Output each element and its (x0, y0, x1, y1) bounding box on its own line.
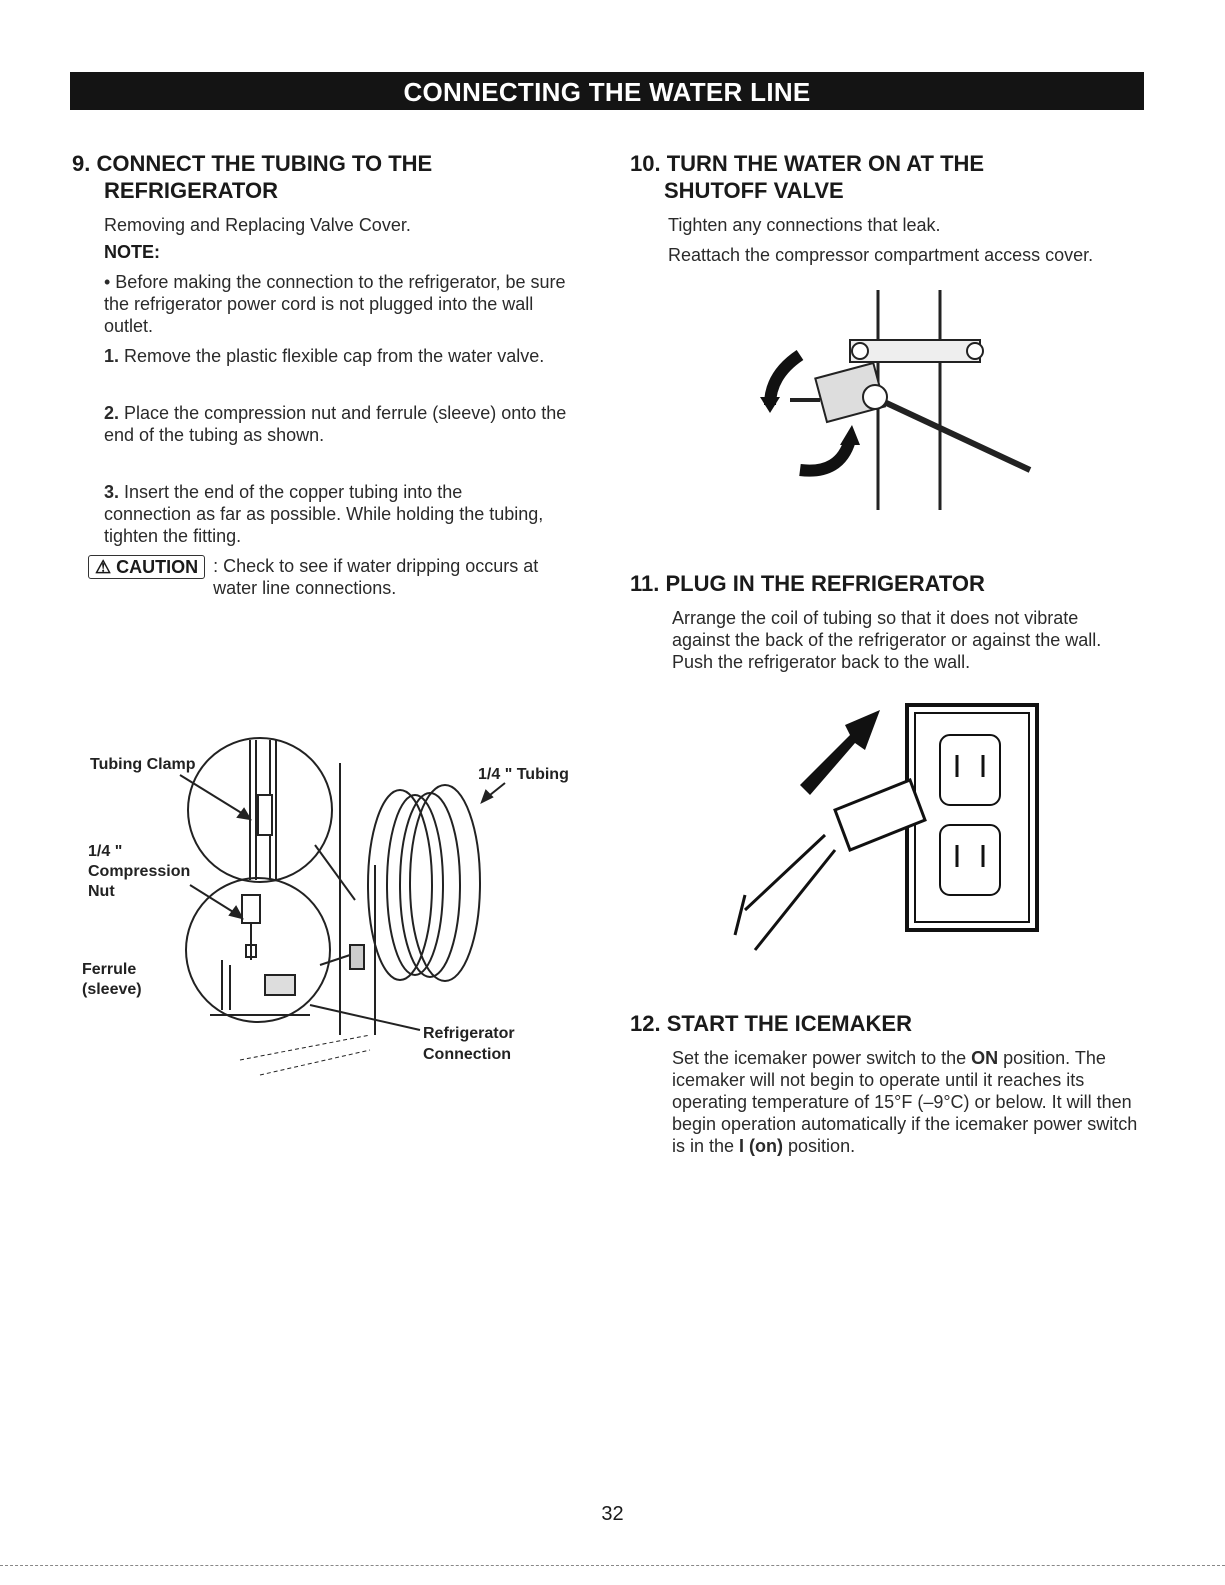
step-12-text: Set the icemaker power switch to the ON position. The icemaker will not begin to operate until it reaches its operating temperature of 15°F (–9°C) or below. It will then begin operation automatically if the icemaker power switch is in the I (on) position. (672, 1048, 1138, 1156)
shutoff-valve-illustration (760, 285, 1050, 520)
step-10-line1: Tighten any connections that leak. (668, 215, 941, 235)
step-10-title (630, 150, 1150, 177)
plug-outlet-illustration (725, 695, 1045, 960)
item-text: Place the compression nut and ferrule (sleeve) onto the end of the tubing as shown. (104, 403, 567, 445)
step-9-subtitle: Removing and Replacing Valve Cover. (104, 215, 411, 235)
step-11-section (630, 570, 1150, 673)
step-number: 10. (630, 151, 661, 176)
step-10-section (630, 150, 1150, 266)
caution-text: : Check to see if water dripping occurs at water line connections. (213, 556, 539, 598)
step-9-title-line2: REFRIGERATOR (104, 178, 278, 203)
page-banner-title: CONNECTING THE WATER LINE (70, 72, 1144, 110)
note-bullet: • Before making the connection to the refrigerator, be sure the refrigerator power cord is not plugged into the wall outlet. (104, 272, 566, 336)
label-compression: Compression (88, 863, 191, 880)
label-quarter-tubing: 1/4 " Tubing (478, 766, 569, 783)
step-11-text: Arrange the coil of tubing so that it does not vibrate against the back of the refrigerator or against the wall. Push the refrigerator back to the wall. (672, 608, 1102, 672)
step-12-title (630, 1010, 1150, 1037)
caution-label: CAUTION (116, 557, 199, 577)
caution-badge (88, 555, 205, 579)
step-title-line: CONNECT THE TUBING TO THE (96, 151, 433, 176)
fitting-magnifier-circle (186, 878, 330, 1022)
page-number: 32 (601, 1503, 624, 1525)
item-text: Remove the plastic flexible cap from the water valve. (124, 346, 545, 366)
step-9-title (72, 150, 592, 177)
label-refrigerator: Refrigerator (423, 1025, 515, 1042)
step-number: 12. (630, 1011, 661, 1036)
on-switch-emphasis: I (on) (739, 1136, 784, 1156)
label-ferrule: Ferrule (82, 961, 137, 978)
item-text: Insert the end of the copper tubing into the connection as far as possible. While holding the tubing, tighten the fitting. (104, 482, 544, 546)
note-label: NOTE: (104, 242, 160, 262)
warning-triangle-icon: ⚠ (95, 557, 112, 577)
bottom-divider (0, 1565, 1225, 1566)
step-10-title-line2: SHUTOFF VALVE (664, 178, 844, 203)
step-11-title (630, 570, 1150, 597)
label-compression-nut-size: 1/4 " (88, 843, 123, 860)
instruction-item-2 (72, 402, 574, 446)
on-emphasis: ON (971, 1048, 999, 1068)
caution-row (72, 555, 592, 599)
step-number: 11. (630, 571, 660, 596)
label-tubing-clamp: Tubing Clamp (90, 756, 196, 773)
label-nut: Nut (88, 883, 115, 900)
item-number: 1. (104, 346, 120, 366)
instruction-item-3 (72, 481, 544, 547)
step-title-line: TURN THE WATER ON AT THE (666, 151, 985, 176)
instruction-item-1 (72, 345, 592, 367)
label-sleeve: (sleeve) (82, 981, 142, 998)
item-number: 3. (104, 482, 120, 502)
step-title-line: PLUG IN THE REFRIGERATOR (665, 571, 985, 596)
step-9-section (72, 150, 592, 599)
step-title-line: START THE ICEMAKER (666, 1011, 912, 1036)
label-connection: Connection (423, 1046, 511, 1063)
item-number: 2. (104, 403, 120, 423)
step-12-section (630, 1010, 1150, 1157)
step-10-line2: Reattach the compressor compartment access cover. (668, 245, 1094, 265)
step-number: 9. (72, 151, 91, 176)
